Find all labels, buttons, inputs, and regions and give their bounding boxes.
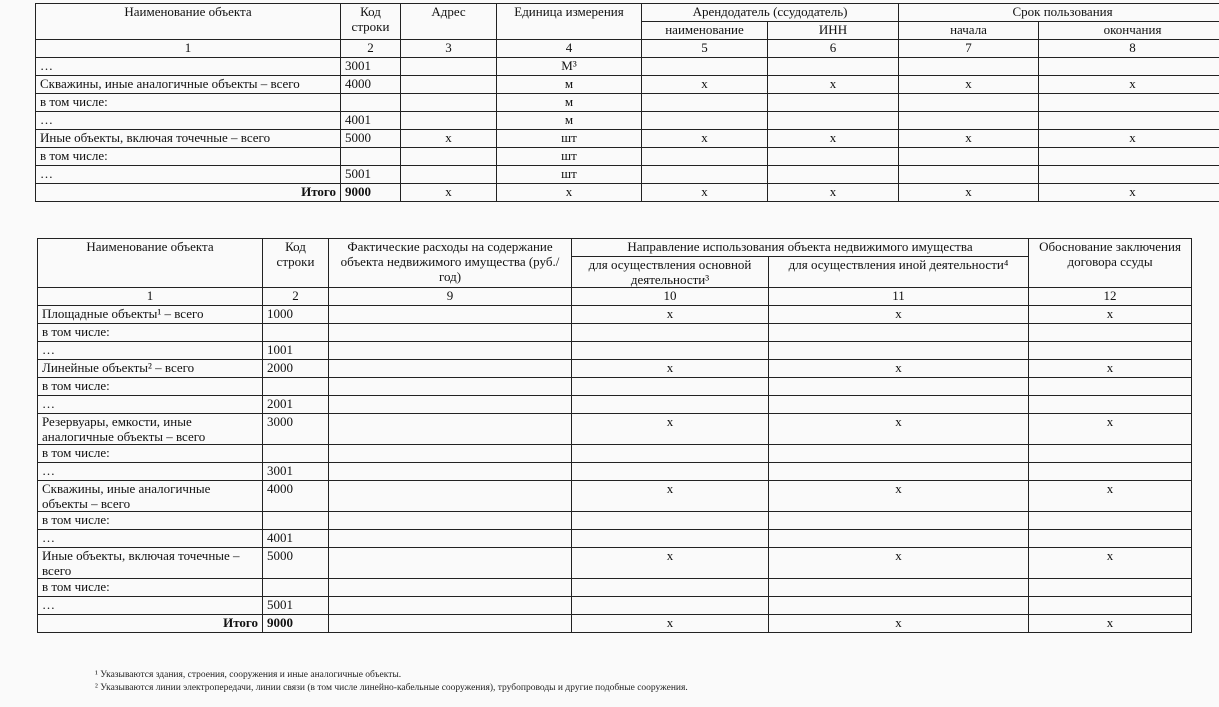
table-row — [36, 94, 1219, 112]
cell-period-start: х — [899, 76, 1039, 94]
header-code: Код строки — [341, 4, 401, 40]
row-name: Резервуары, емкости, иные аналогичные объекты – всего — [38, 414, 263, 445]
header-lessor-name: наименование — [642, 22, 768, 40]
table-row — [36, 184, 1219, 202]
cell-direction-other: х — [769, 615, 1029, 633]
row-code: 5001 — [341, 166, 401, 184]
cell-direction-other: х — [769, 414, 1029, 445]
row-name: … — [38, 396, 263, 414]
cell-direction-main — [572, 597, 769, 615]
row-name: в том числе: — [36, 148, 341, 166]
cell-direction-other — [769, 342, 1029, 360]
cell-expenses — [329, 342, 572, 360]
cell-lessor-inn: х — [768, 184, 899, 202]
cell-basis — [1029, 597, 1192, 615]
cell-period-end — [1039, 166, 1219, 184]
row-name: … — [36, 112, 341, 130]
table-row — [38, 615, 1192, 633]
col-number: 3 — [401, 40, 497, 58]
row-code: 2001 — [263, 396, 329, 414]
table-row — [38, 481, 1192, 512]
cell-address — [401, 94, 497, 112]
row-code — [263, 512, 329, 530]
cell-unit: шт — [497, 130, 642, 148]
cell-expenses — [329, 463, 572, 481]
header-period-start: начала — [899, 22, 1039, 40]
cell-period-start: х — [899, 184, 1039, 202]
table-row — [36, 148, 1219, 166]
cell-period-end — [1039, 58, 1219, 76]
column-numbers-row — [38, 288, 1192, 306]
table-row — [36, 166, 1219, 184]
col-number: 12 — [1029, 288, 1192, 306]
cell-expenses — [329, 396, 572, 414]
row-name: … — [38, 597, 263, 615]
cell-expenses — [329, 530, 572, 548]
row-code: 4000 — [263, 481, 329, 512]
cell-address: х — [401, 184, 497, 202]
table-row — [36, 58, 1219, 76]
cell-direction-other — [769, 530, 1029, 548]
table-row — [38, 445, 1192, 463]
table-row — [38, 306, 1192, 324]
cell-direction-main — [572, 324, 769, 342]
row-name: в том числе: — [38, 378, 263, 396]
cell-expenses — [329, 597, 572, 615]
header-basis: Обоснование заключения договора ссуды — [1029, 239, 1192, 288]
cell-lessor-name — [642, 58, 768, 76]
cell-lessor-name: х — [642, 130, 768, 148]
row-code — [341, 94, 401, 112]
cell-expenses — [329, 512, 572, 530]
row-code — [263, 445, 329, 463]
row-code — [263, 378, 329, 396]
cell-direction-main: х — [572, 548, 769, 579]
col-number: 8 — [1039, 40, 1219, 58]
row-code: 1000 — [263, 306, 329, 324]
col-number: 4 — [497, 40, 642, 58]
cell-lessor-name: х — [642, 76, 768, 94]
row-name: … — [36, 166, 341, 184]
cell-lessor-inn — [768, 112, 899, 130]
col-number: 10 — [572, 288, 769, 306]
header-direction: Направление использования объекта недвижимого имущества — [572, 239, 1029, 257]
cell-period-start: х — [899, 130, 1039, 148]
cell-address — [401, 76, 497, 94]
cell-expenses — [329, 445, 572, 463]
cell-unit: м — [497, 112, 642, 130]
header-lessor-inn: ИНН — [768, 22, 899, 40]
row-name: Линейные объекты² – всего — [38, 360, 263, 378]
cell-period-end: х — [1039, 184, 1219, 202]
row-code: 4001 — [263, 530, 329, 548]
cell-direction-main — [572, 378, 769, 396]
header-name: Наименование объекта — [36, 4, 341, 40]
cell-basis — [1029, 445, 1192, 463]
col-number: 11 — [769, 288, 1029, 306]
cell-basis — [1029, 530, 1192, 548]
table-row — [38, 342, 1192, 360]
cell-lessor-inn — [768, 94, 899, 112]
cell-lessor-inn: х — [768, 76, 899, 94]
row-name: в том числе: — [38, 324, 263, 342]
row-code: 1001 — [263, 342, 329, 360]
cell-period-end — [1039, 94, 1219, 112]
cell-basis — [1029, 378, 1192, 396]
footnote-2: ² Указываются линии электропередачи, линии связи (в том числе линейно-кабельные сооружения), трубопроводы и другие подобные сооружения. — [95, 683, 688, 693]
cell-direction-main: х — [572, 414, 769, 445]
row-name: в том числе: — [38, 445, 263, 463]
cell-basis: х — [1029, 306, 1192, 324]
cell-expenses — [329, 324, 572, 342]
cell-basis — [1029, 463, 1192, 481]
table-row — [38, 396, 1192, 414]
cell-expenses — [329, 481, 572, 512]
cell-basis — [1029, 324, 1192, 342]
cell-direction-main — [572, 445, 769, 463]
cell-unit: м — [497, 76, 642, 94]
cell-lessor-inn — [768, 148, 899, 166]
table-row — [38, 530, 1192, 548]
cell-direction-main: х — [572, 615, 769, 633]
col-number: 7 — [899, 40, 1039, 58]
row-code: 2000 — [263, 360, 329, 378]
row-name: в том числе: — [38, 512, 263, 530]
row-name: Иные объекты, включая точечные – всего — [36, 130, 341, 148]
col-number: 9 — [329, 288, 572, 306]
row-name: … — [38, 463, 263, 481]
header-period: Срок пользования — [899, 4, 1219, 22]
header-period-end: окончания — [1039, 22, 1219, 40]
header-direction-main: для осуществления основной деятельности³ — [572, 257, 769, 288]
cell-basis: х — [1029, 548, 1192, 579]
row-code: 9000 — [263, 615, 329, 633]
cell-direction-other — [769, 512, 1029, 530]
cell-direction-other — [769, 445, 1029, 463]
row-code: 5000 — [341, 130, 401, 148]
cell-expenses — [329, 378, 572, 396]
col-number: 1 — [36, 40, 341, 58]
cell-period-start — [899, 112, 1039, 130]
table-row — [38, 597, 1192, 615]
cell-address — [401, 148, 497, 166]
col-number: 5 — [642, 40, 768, 58]
col-number: 2 — [263, 288, 329, 306]
column-numbers-row — [36, 40, 1219, 58]
cell-direction-main — [572, 512, 769, 530]
cell-direction-other — [769, 396, 1029, 414]
cell-direction-other — [769, 579, 1029, 597]
property-table-part2 — [37, 238, 1192, 633]
cell-lessor-name — [642, 94, 768, 112]
cell-direction-other: х — [769, 360, 1029, 378]
cell-basis — [1029, 342, 1192, 360]
cell-expenses — [329, 548, 572, 579]
cell-basis: х — [1029, 615, 1192, 633]
header-unit: Единица измерения — [497, 4, 642, 40]
table-row — [36, 130, 1219, 148]
cell-period-start — [899, 148, 1039, 166]
header-lessor: Арендодатель (ссудодатель) — [642, 4, 899, 22]
cell-address — [401, 112, 497, 130]
cell-address: х — [401, 130, 497, 148]
cell-lessor-name — [642, 148, 768, 166]
cell-period-end — [1039, 112, 1219, 130]
cell-period-start — [899, 94, 1039, 112]
row-name: … — [38, 530, 263, 548]
row-name: в том числе: — [38, 579, 263, 597]
cell-basis: х — [1029, 481, 1192, 512]
cell-unit: М³ — [497, 58, 642, 76]
row-name: Иные объекты, включая точечные – всего — [38, 548, 263, 579]
cell-period-end — [1039, 148, 1219, 166]
row-code — [263, 324, 329, 342]
cell-unit: х — [497, 184, 642, 202]
col-number: 6 — [768, 40, 899, 58]
col-number: 2 — [341, 40, 401, 58]
cell-direction-main — [572, 396, 769, 414]
cell-lessor-inn — [768, 58, 899, 76]
cell-address — [401, 166, 497, 184]
row-name: Площадные объекты¹ – всего — [38, 306, 263, 324]
cell-unit: шт — [497, 148, 642, 166]
row-code: 5001 — [263, 597, 329, 615]
table-row — [38, 378, 1192, 396]
cell-lessor-name — [642, 112, 768, 130]
row-code — [263, 579, 329, 597]
row-name: … — [38, 342, 263, 360]
cell-lessor-name — [642, 166, 768, 184]
cell-unit: м — [497, 94, 642, 112]
cell-direction-main: х — [572, 360, 769, 378]
row-name: Итого — [36, 184, 341, 202]
row-name: Скважины, иные аналогичные объекты – всего — [38, 481, 263, 512]
cell-expenses — [329, 615, 572, 633]
cell-basis — [1029, 579, 1192, 597]
row-code: 3001 — [263, 463, 329, 481]
table-row — [38, 360, 1192, 378]
cell-unit: шт — [497, 166, 642, 184]
row-code: 4001 — [341, 112, 401, 130]
table-row — [36, 112, 1219, 130]
row-code: 9000 — [341, 184, 401, 202]
cell-lessor-inn: х — [768, 130, 899, 148]
cell-direction-other — [769, 597, 1029, 615]
table-row — [38, 324, 1192, 342]
row-code: 5000 — [263, 548, 329, 579]
cell-direction-main — [572, 463, 769, 481]
row-name: Итого — [38, 615, 263, 633]
cell-expenses — [329, 306, 572, 324]
header-code: Код строки — [263, 239, 329, 288]
cell-direction-main: х — [572, 481, 769, 512]
cell-direction-other — [769, 463, 1029, 481]
cell-lessor-inn — [768, 166, 899, 184]
table-row — [36, 76, 1219, 94]
row-code: 3001 — [341, 58, 401, 76]
cell-direction-main: х — [572, 306, 769, 324]
header-address: Адрес — [401, 4, 497, 40]
col-number: 1 — [38, 288, 263, 306]
cell-basis: х — [1029, 414, 1192, 445]
table-row — [38, 548, 1192, 579]
cell-expenses — [329, 414, 572, 445]
cell-direction-other — [769, 324, 1029, 342]
cell-direction-other — [769, 378, 1029, 396]
row-code — [341, 148, 401, 166]
cell-basis: х — [1029, 360, 1192, 378]
cell-basis — [1029, 396, 1192, 414]
cell-period-start — [899, 166, 1039, 184]
table-row — [38, 512, 1192, 530]
table-row — [38, 414, 1192, 445]
row-name: Скважины, иные аналогичные объекты – всего — [36, 76, 341, 94]
row-name: … — [36, 58, 341, 76]
cell-direction-other: х — [769, 481, 1029, 512]
property-table-part1 — [35, 3, 1219, 202]
cell-period-end: х — [1039, 76, 1219, 94]
footnote-1: ¹ Указываются здания, строения, сооружения и иные аналогичные объекты. — [95, 670, 402, 680]
row-code: 4000 — [341, 76, 401, 94]
cell-expenses — [329, 360, 572, 378]
cell-direction-main — [572, 579, 769, 597]
table-row — [38, 463, 1192, 481]
table-row — [38, 579, 1192, 597]
cell-direction-main — [572, 530, 769, 548]
cell-direction-other: х — [769, 548, 1029, 579]
cell-direction-other: х — [769, 306, 1029, 324]
row-code: 3000 — [263, 414, 329, 445]
cell-period-start — [899, 58, 1039, 76]
cell-direction-main — [572, 342, 769, 360]
header-name: Наименование объекта — [38, 239, 263, 288]
cell-expenses — [329, 579, 572, 597]
row-name: в том числе: — [36, 94, 341, 112]
header-direction-other: для осуществления иной деятельности⁴ — [769, 257, 1029, 288]
cell-address — [401, 58, 497, 76]
header-expenses: Фактические расходы на содержание объекта недвижимого имущества (руб./год) — [329, 239, 572, 288]
cell-lessor-name: х — [642, 184, 768, 202]
cell-period-end: х — [1039, 130, 1219, 148]
cell-basis — [1029, 512, 1192, 530]
